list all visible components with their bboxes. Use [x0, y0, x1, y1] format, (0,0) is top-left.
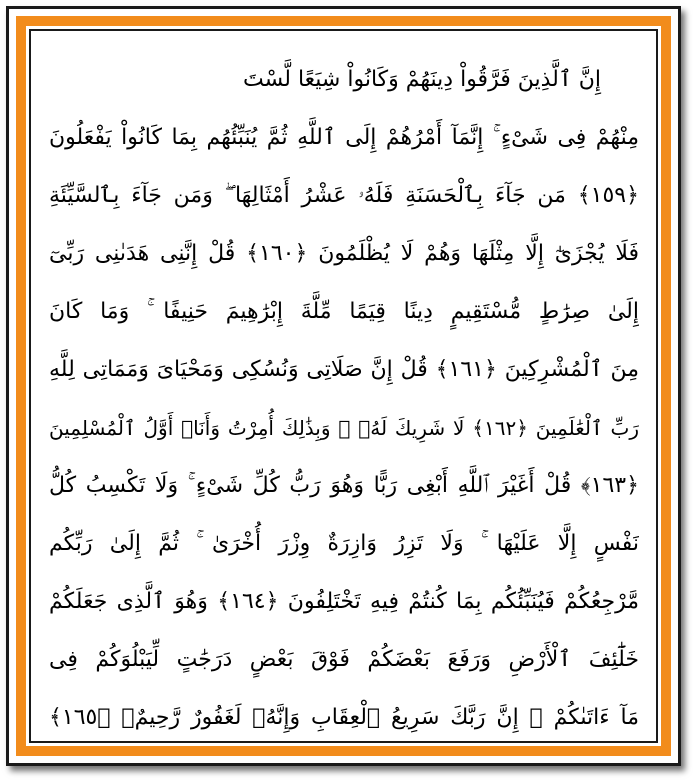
verse-line-8: ﴿١٦٣﴾ قُلْ أَغَيْرَ ٱللَّهِ أَبْغِى رَبًّا وَهُوَ رَبُّ كُلِّ شَىْءٍ ۚ وَلَا تَكْسِبُ كُلُّ [49, 473, 639, 498]
inner-border-rule [29, 29, 658, 743]
verse-line-9: نَفْسٍ إِلَّا عَلَيْهَا ۚ وَلَا تَزِرُ وَازِرَةٌ وِزْرَ أُخْرَىٰ ۚ ثُمَّ إِلَىٰ رَبِّكُم [49, 531, 639, 556]
verse-line-4: فَلَا يُجْزَىٰٓ إِلَّا مِثْلَهَا وَهُمْ لَا يُظْلَمُونَ ﴿١٦٠﴾ قُلْ إِنَّنِى هَدَىٰنِى رَبِّىٓ [49, 241, 639, 266]
verse-line-6: مِنَ ٱلْمُشْرِكِينَ ﴿١٦١﴾ قُلْ إِنَّ صَلَاتِى وَنُسُكِى وَمَحْيَاىَ وَمَمَاتِى لِلَّهِ [49, 357, 639, 382]
verse-line-7: رَبِّ ٱلْعَٰلَمِينَ ﴿١٦٢﴾ لَا شَرِيكَ لَهُۥ ۖ وَبِذَٰلِكَ أُمِرْتُ وَأَنَا۠ أَوَّلُ ٱلْمُسْلِمِينَ [49, 416, 639, 440]
verse-line-12: مَآ ءَاتَىٰكُمْ ۗ إِنَّ رَبَّكَ سَرِيعُ ٱلْعِقَابِ وَإِنَّهُۥ لَغَفُورٌ رَّحِيمٌۢ ﴿١٦٥﴾ [49, 705, 639, 730]
verse-line-11: خَلَٰٓئِفَ ٱلْأَرْضِ وَرَفَعَ بَعْضَكُمْ فَوْقَ بَعْضٍ دَرَجَٰتٍ لِّيَبْلُوَكُمْ فِى [49, 647, 639, 672]
quran-text-block [49, 51, 639, 747]
verse-line-1: إِنَّ ٱلَّذِينَ فَرَّقُواْ دِينَهُمْ وَكَانُواْ شِيَعًا لَّسْتَ [243, 67, 601, 92]
verse-line-3: ﴿١٥٩﴾ مَن جَآءَ بِٱلْحَسَنَةِ فَلَهُۥ عَشْرُ أَمْثَالِهَا ۖ وَمَن جَآءَ بِٱلسَّيِّئَةِ [49, 183, 639, 208]
verse-line-5: إِلَىٰ صِرَٰطٍ مُّسْتَقِيمٍ دِينًا قِيَمًا مِّلَّةَ إِبْرَٰهِيمَ حَنِيفًا ۚ وَمَا كَانَ [49, 299, 639, 324]
decorative-orange-border [16, 16, 671, 756]
verse-line-2: مِنْهُمْ فِى شَىْءٍ ۚ إِنَّمَآ أَمْرُهُمْ إِلَى ٱللَّهِ ثُمَّ يُنَبِّئُهُم بِمَا كَانُواْ يَفْعَلُونَ [49, 125, 639, 150]
page-frame [6, 6, 681, 766]
verse-line-10: مَّرْجِعُكُمْ فَيُنَبِّئُكُم بِمَا كُنتُمْ فِيهِ تَخْتَلِفُونَ ﴿١٦٤﴾ وَهُوَ ٱلَّذِى جَعَلَكُمْ [49, 589, 639, 614]
